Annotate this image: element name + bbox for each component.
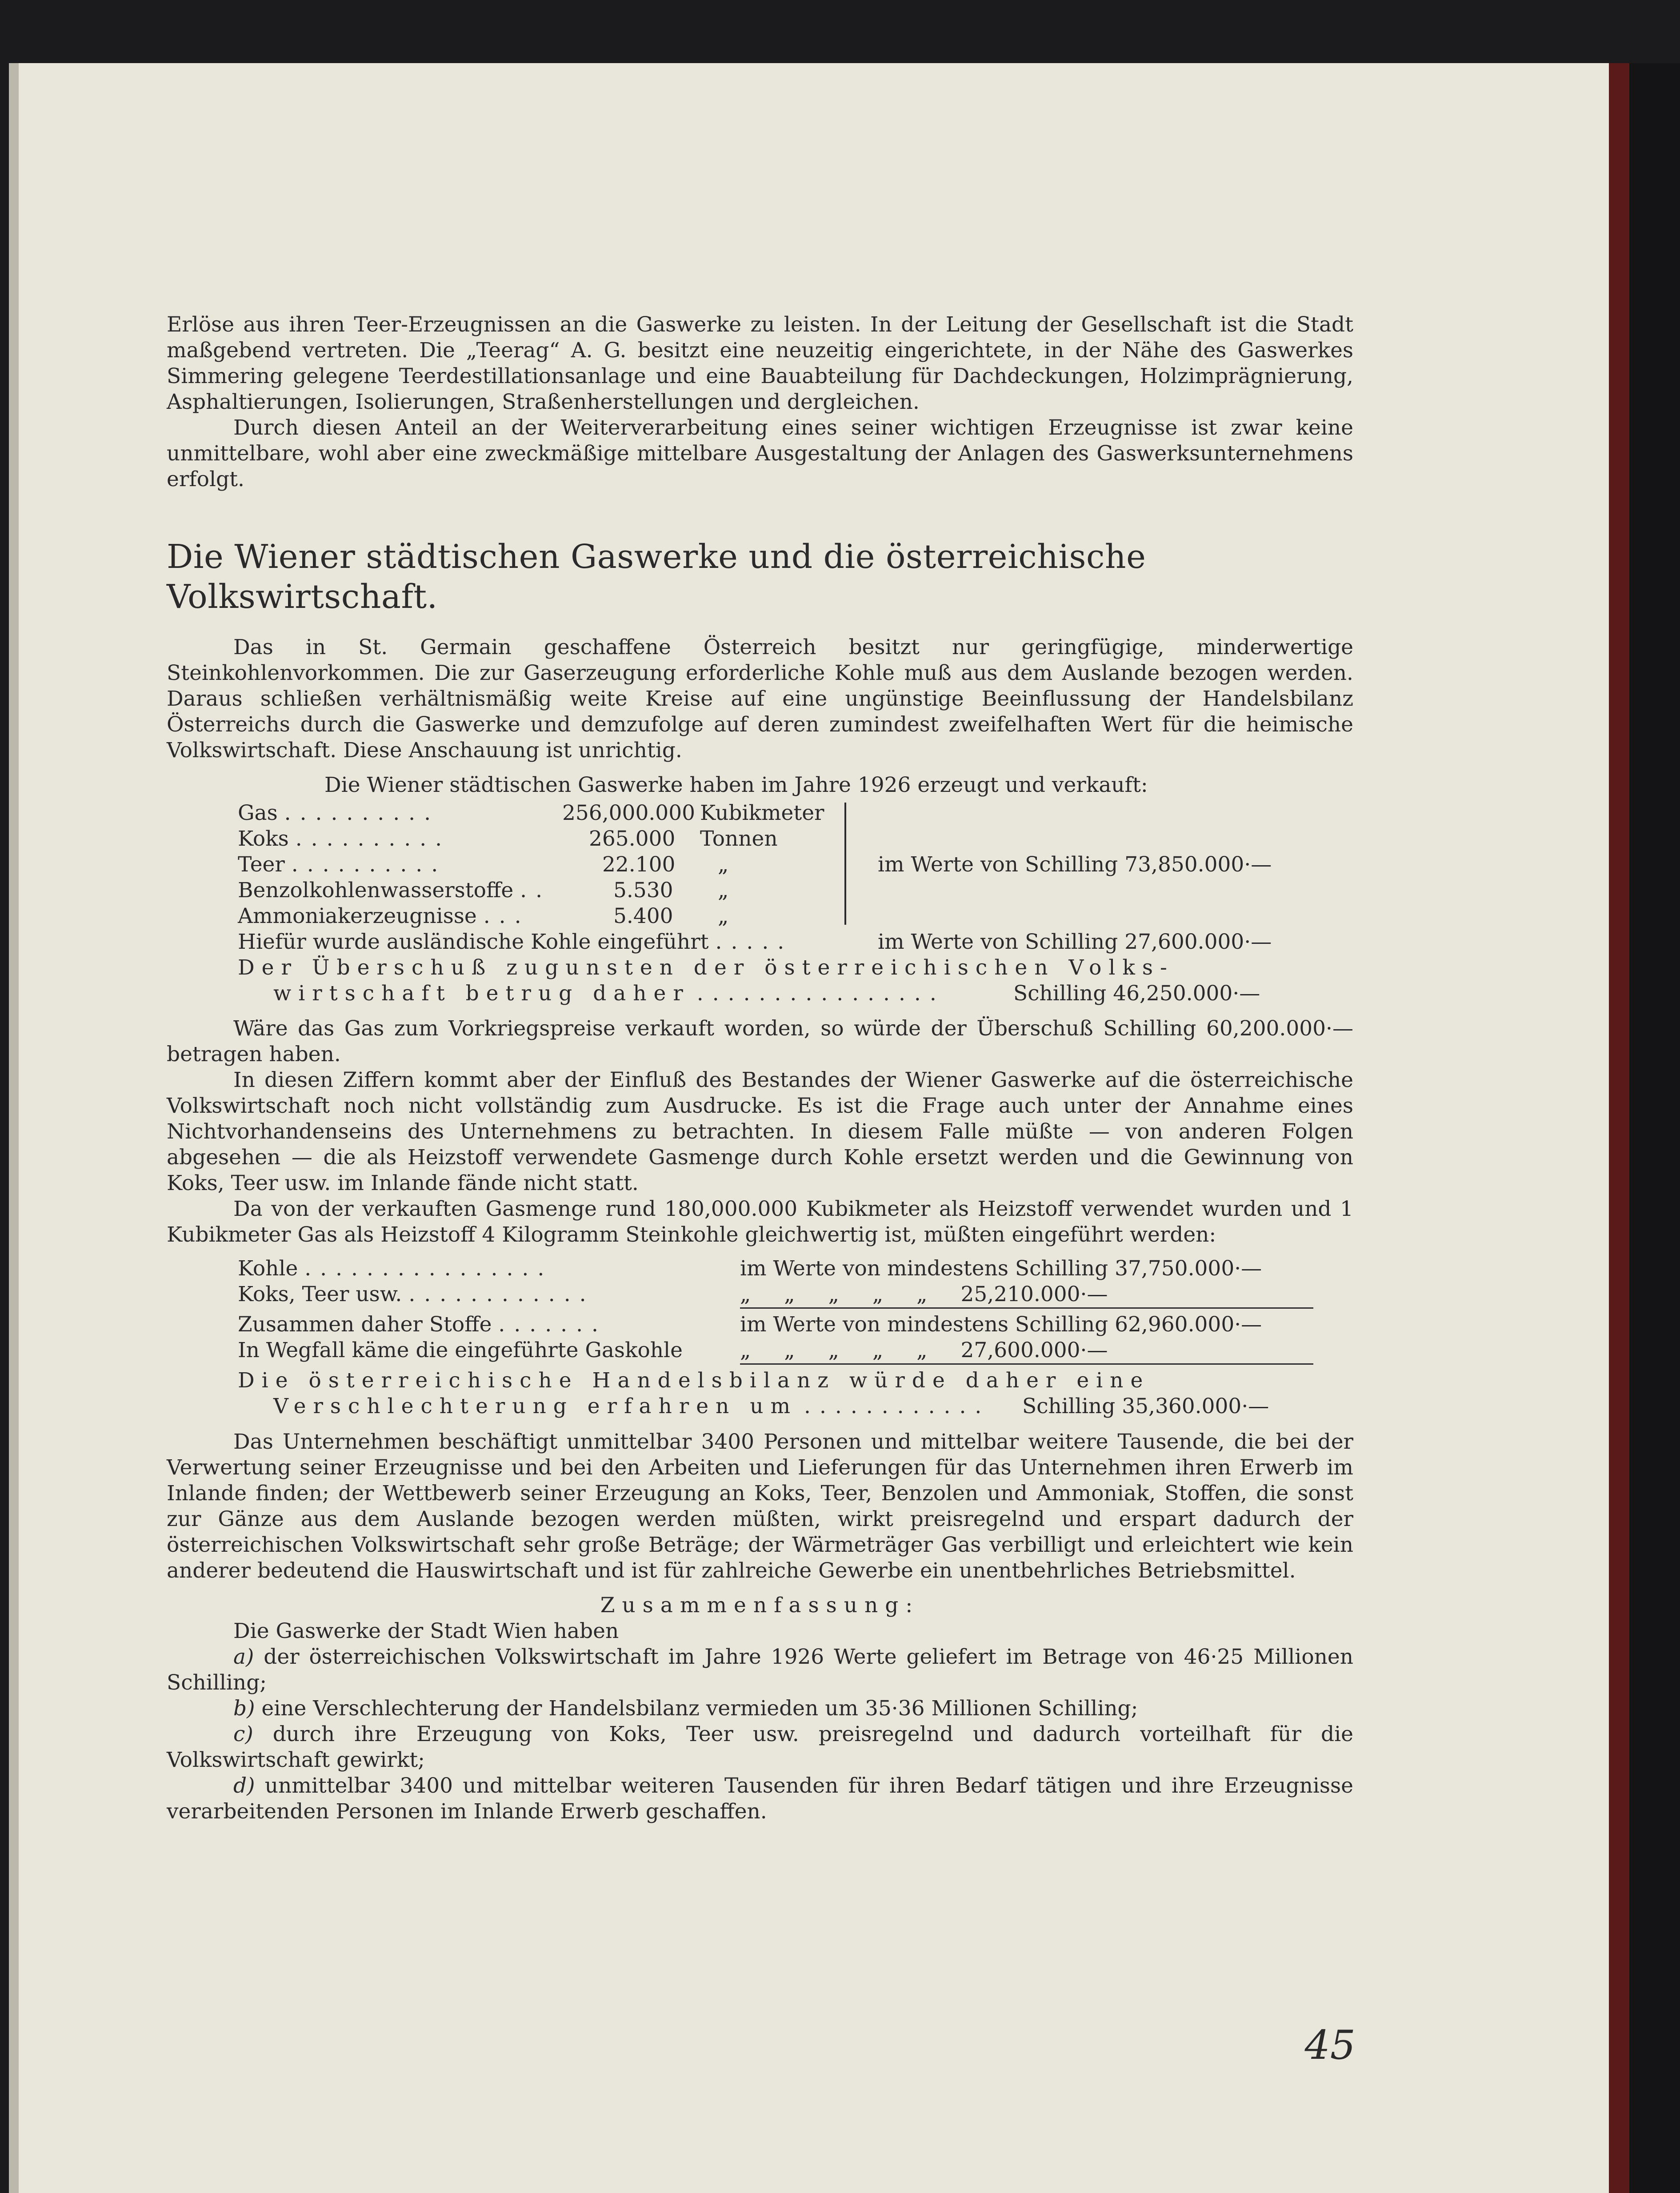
production-table — [238, 798, 1353, 1007]
table-cell: 265.000 — [589, 827, 676, 851]
table1-title: Die Wiener städtischen Gaswerke haben im Jahre 1926 erzeugt und verkauft: — [324, 773, 1148, 797]
table-cell: „ — [718, 852, 729, 877]
surplus-value: Schilling 46,250.000·— — [1013, 981, 1260, 1006]
table-row: Zusammen daher Stoffe ....... — [238, 1312, 607, 1337]
table-cell: 256,000.000 — [562, 801, 696, 825]
table-cell: „ „ „ „ „ 27,600.000·— — [740, 1338, 1313, 1365]
brace — [840, 803, 846, 925]
table-cell: im Werte von mindestens Schilling 37,750.000·— — [740, 1256, 1262, 1281]
brace-value: im Werte von Schilling 73,850.000·— — [878, 852, 1272, 877]
summary-intro: Die Gaswerke der Stadt Wien haben — [233, 1619, 619, 1643]
balance-row: Verschlechterung erfahren um ............ — [273, 1394, 991, 1418]
summary-item: c) durch ihre Erzeugung von Koks, Teer usw. preisregelnd und dadurch vorteilhaft für die Volkswirtschaft gewirkt; — [167, 1722, 1353, 1772]
section-heading: Die Wiener städtischen Gaswerke und die österreichische Volkswirtschaft. — [167, 538, 1146, 616]
paragraph-influence: In diesen Ziffern kommt aber der Einfluß des Bestandes der Wiener Gaswerke auf die österreichische Volkswirtschaft noch nicht vollständig zum Ausdrucke. Es ist die Frage auch unter der Annahme eines Nichtvorhandenseins des Unternehmens zu betrachten. In diesem Falle müßte — von anderen Folgen abgesehen — die als Heizstoff verwendete Gasmenge durch Kohle ersetzt werden und die Gewinnung von Koks, Teer usw. im Inlande fände nicht statt. — [167, 1068, 1353, 1195]
table-cell: „ — [718, 904, 729, 928]
table-cell: Tonnen — [700, 827, 778, 851]
table-cell: 5.400 — [613, 904, 673, 928]
surplus-row: wirtschaft betrug daher ................ — [273, 981, 945, 1006]
table-row: Benzolkohlenwasserstoffe .. — [238, 878, 552, 903]
paragraph-heating: Da von der verkauften Gasmenge rund 180,000.000 Kubikmeter als Heizstoff verwendet wurden und 1 Kubikmeter Gas als Heizstoff 4 Kilogramm Steinkohle gleichwertig ist, müßten eingeführt werden: — [167, 1197, 1353, 1247]
paragraph-employment: Das Unternehmen beschäftigt unmittelbar 3400 Personen und mittelbar weitere Tausende, die bei der Verwertung seiner Erzeugnisse und bei den Arbeiten und Lieferungen für das Unternehmen ihren Erwerb im Inlande finden; der Wettbewerb seiner Erzeugung an Koks, Teer, Benzolen und Ammoniak, Stoffen, die sonst zur Gänze aus dem Auslande bezogen werden müßten, wirkt preisregelnd und erspart dadurch der österreichischen Volkswirtschaft sehr große Beträge; der Wärmeträger Gas verbilligt und erleichtert wie kein anderer bedeutend die Hauswirtschaft und ist für zahlreiche Gewerbe ein unentbehrliches Betriebsmittel. — [167, 1430, 1353, 1583]
surplus-label-1: Der Überschuß zugunsten der österreichischen Volks- — [238, 955, 1174, 980]
summary-item: a) der österreichischen Volkswirtschaft im Jahre 1926 Werte geliefert im Betrage von 46·25 Millionen Schilling; — [167, 1645, 1353, 1695]
intro-paragraph-2: Durch diesen Anteil an der Weiterverarbeitung eines seiner wichtigen Erzeugnisse ist zwar keine unmittelbare, wohl aber eine zweckmäßige mittelbare Ausgestaltung der Anlagen des Gaswerksunternehmens erfolgt. — [167, 415, 1353, 491]
table-row: Koks .......... — [238, 827, 451, 851]
table-cell: 22.100 — [602, 852, 676, 877]
page — [9, 63, 1609, 2193]
import-value: im Werte von Schilling 27,600.000·— — [878, 930, 1272, 954]
background-dark — [1629, 63, 1680, 2193]
table-cell: 5.530 — [613, 878, 673, 903]
paragraph-prewar: Wäre das Gas zum Vorkriegspreise verkauft worden, so würde der Überschuß Schilling 60,200.000·— betragen haben. — [167, 1016, 1353, 1067]
table-row: Ammoniakerzeugnisse ... — [238, 904, 530, 928]
book-edge — [1609, 63, 1629, 2193]
table-cell: „ — [718, 878, 729, 903]
summary-item: d) unmittelbar 3400 und mittelbar weiteren Tausenden für ihren Bedarf tätigen und ihre Erzeugnisse verarbeitenden Personen im Inlande Erwerb geschaffen. — [167, 1774, 1353, 1824]
table-cell: Kubikmeter — [700, 801, 824, 825]
table-cell: „ „ „ „ „ 25,210.000·— — [740, 1282, 1313, 1309]
table-cell: im Werte von mindestens Schilling 62,960.000·— — [740, 1312, 1262, 1337]
summary-item: b) eine Verschlechterung der Handelsbilanz vermieden um 35·36 Millionen Schilling; — [233, 1696, 1138, 1721]
table-row: Gas .......... — [238, 801, 440, 825]
page-number: 45 — [1304, 2022, 1356, 2069]
intro-paragraph-1: Erlöse aus ihren Teer-Erzeugnissen an die Gaswerke zu leisten. In der Leitung der Gesellschaft ist die Stadt maßgebend vertreten. Die „Teerag“ A. G. besitzt eine neuzeitig eingerichtete, in der Nähe des Gaswerkes Simmering gelegene Teerdestillationsanlage und eine Bauabteilung für Dachdeckungen, Holzimprägnierung, Asphaltierungen, Isolierungen, Straßenherstellungen und dergleichen. — [167, 312, 1353, 414]
table-row: Koks, Teer usw. ............ — [238, 1282, 595, 1306]
import-table — [238, 1256, 1353, 1420]
page-gutter — [9, 63, 19, 2193]
table-row: In Wegfall käme die eingeführte Gaskohle — [238, 1338, 683, 1362]
paragraph-coal: Das in St. Germain geschaffene Österreich besitzt nur geringfügige, minderwertige Steinkohlenvorkommen. Die zur Gaserzeugung erforderliche Kohle muß aus dem Auslande bezogen werden. Daraus schließen verhältnismäßig weite Kreise auf eine ungünstige Beeinflussung der Handelsbilanz Österreichs durch die Gaswerke und demzufolge auf deren zumindest zweifelhaften Wert für die heimische Volkswirtschaft. Diese Anschauung ist unrichtig. — [167, 635, 1353, 763]
balance-value: Schilling 35,360.000·— — [1022, 1394, 1269, 1418]
table-row: Kohle ................ — [238, 1256, 553, 1281]
import-row: Hiefür wurde ausländische Kohle eingeführt ..... — [238, 930, 793, 954]
summary-title: Zusammenfassung: — [600, 1593, 920, 1618]
page-text — [167, 312, 1353, 1825]
table-row: Teer .......... — [238, 852, 447, 877]
balance-label-1: Die österreichische Handelsbilanz würde daher eine — [238, 1368, 1150, 1393]
